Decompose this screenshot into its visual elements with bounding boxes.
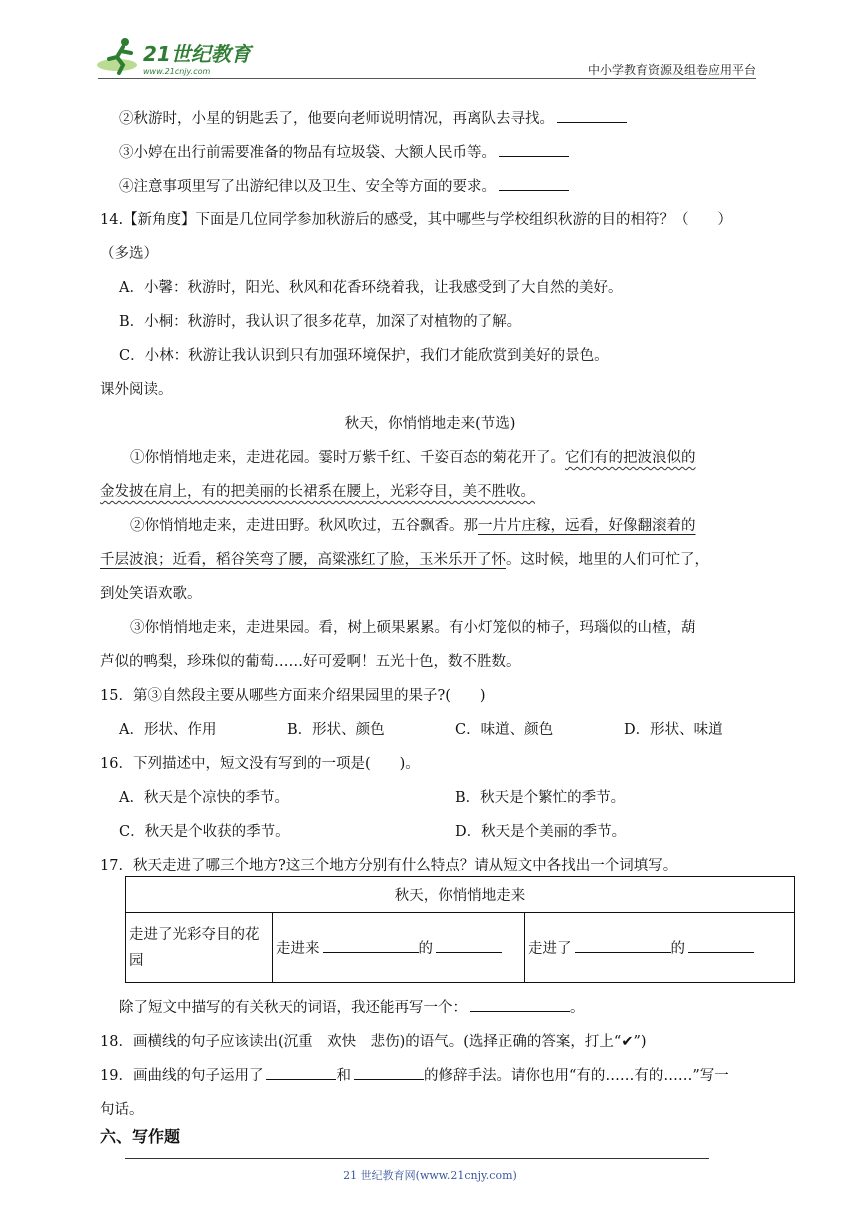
passage-p2-line1: ②你悄悄地走来，走进田野。秋风吹过，五谷飘香。那一片片庄稼，远看，好像翻滚着的 xyxy=(130,518,696,534)
footer-text[interactable]: 21 世纪教育网(www.21cnjy.com) xyxy=(343,1169,517,1182)
q16-stem: 16．下列描述中，短文没有写到的一项是( )。 xyxy=(100,756,420,772)
table-cell-orchard: 走进了 的 xyxy=(525,913,795,983)
passage-p2-line3: 到处笑语欢歌。 xyxy=(100,586,202,602)
q16-option-c[interactable]: C．秋天是个收获的季节。 xyxy=(119,824,290,840)
q14-option-a[interactable]: A．小馨：秋游时，阳光、秋风和花香环绕着我，让我感受到了大自然的美好。 xyxy=(119,280,623,296)
runner-logo-icon xyxy=(95,35,260,80)
q19-stem: 19．画曲线的句子运用了 和 的修辞手法。请你也用“有的……有的……”写一 xyxy=(100,1064,729,1085)
q17-stem: 17．秋天走进了哪三个地方?这三个地方分别有什么特点？请从短文中各找出一个词填写。 xyxy=(100,858,678,874)
table-cell-garden: 走进了光彩夺目的花园 xyxy=(126,913,273,983)
logo-text: 21世纪教育 xyxy=(143,42,251,66)
answer-blank[interactable] xyxy=(323,938,419,953)
q16-option-a[interactable]: A．秋天是个凉快的季节。 xyxy=(119,790,289,806)
table-title: 秋天，你悄悄地走来 xyxy=(126,877,795,913)
header-divider xyxy=(98,78,756,79)
passage-title: 秋天，你悄悄地走来(节选) xyxy=(344,416,516,432)
passage-p3-line1: ③你悄悄地走来，走进果园。看，树上硕果累累。有小灯笼似的柿子，玛瑙似的山楂，葫 xyxy=(130,620,696,636)
q15-option-c[interactable]: C．味道、颜色 xyxy=(455,722,554,738)
underlined-sentence: 千层波浪；近看，稻谷笑弯了腰，高粱涨红了脸，玉米乐开了怀 xyxy=(100,552,506,568)
q14-option-c[interactable]: C．小林：秋游让我认识到只有加强环境保护，我们才能欣赏到美好的景色。 xyxy=(119,348,609,364)
answer-blank[interactable] xyxy=(354,1065,424,1080)
q16-option-d[interactable]: D．秋天是个美丽的季节。 xyxy=(455,824,627,840)
answer-blank[interactable] xyxy=(499,142,569,157)
q15-stem: 15．第③自然段主要从哪些方面来介绍果园里的果子?( ) xyxy=(100,688,486,704)
passage-p2-line2: 千层波浪；近看，稻谷笑弯了腰，高粱涨红了脸，玉米乐开了怀。这时候，地里的人们可忙了， xyxy=(100,552,709,568)
answer-blank[interactable] xyxy=(436,938,502,953)
section-heading: 六、写作题 xyxy=(100,1127,181,1146)
q16-option-b[interactable]: B．秋天是个繁忙的季节。 xyxy=(455,790,626,806)
q15-option-a[interactable]: A．形状、作用 xyxy=(119,722,217,738)
q14-note: （多选） xyxy=(100,246,158,262)
q17-extra: 除了短文中描写的有关秋天的词语，我还能再写一个： 。 xyxy=(119,996,585,1017)
footer-divider xyxy=(125,1158,709,1159)
answer-blank[interactable] xyxy=(575,938,671,953)
answer-blank[interactable] xyxy=(688,938,754,953)
q14-stem: 14.【新角度】下面是几位同学参加秋游后的感受，其中哪些与学校组织秋游的目的相符？（ ） xyxy=(100,212,733,228)
q13-item-4: ④注意事项里写了出游纪律以及卫生、安全等方面的要求。 xyxy=(119,175,569,196)
q13-item-2: ②秋游时，小星的钥匙丢了，他要向老师说明情况，再离队去寻找。 xyxy=(119,107,627,128)
header-platform-text: 中小学教育资源及组卷应用平台 xyxy=(587,63,756,77)
q14-option-b[interactable]: B．小桐：秋游时，我认识了很多花草，加深了对植物的了解。 xyxy=(119,314,522,330)
q18-stem: 18．画横线的句子应该读出(沉重 欢快 悲伤)的语气。(选择正确的答案，打上“✔”) xyxy=(100,1034,647,1050)
wavy-sentence: 它们有的把波浪似的 xyxy=(565,450,696,466)
reading-intro: 课外阅读。 xyxy=(100,382,173,398)
q19-stem-cont: 句话。 xyxy=(100,1102,144,1118)
q15-option-d[interactable]: D．形状、味道 xyxy=(624,722,723,738)
passage-p3-line2: 芦似的鸭梨，珍珠似的葡萄……好可爱啊！五光十色，数不胜数。 xyxy=(100,654,521,670)
site-logo xyxy=(95,35,260,80)
logo-sub-text: www.21cnjy.com xyxy=(143,67,211,76)
underlined-sentence: 一片片庄稼，远看，好像翻滚着的 xyxy=(478,518,696,534)
wavy-sentence: 金发披在肩上，有的把美丽的长裙系在腰上，光彩夺目，美不胜收。 xyxy=(100,484,535,500)
answer-blank[interactable] xyxy=(499,176,569,191)
passage-p1-line1: ①你悄悄地走来，走进花园。霎时万紫千红、千姿百态的菊花开了。它们有的把波浪似的 xyxy=(130,450,696,466)
q15-option-b[interactable]: B．形状、颜色 xyxy=(287,722,385,738)
q17-table xyxy=(125,876,795,983)
answer-blank[interactable] xyxy=(557,108,627,123)
answer-blank[interactable] xyxy=(266,1065,336,1080)
table-cell-field: 走进来 的 xyxy=(273,913,525,983)
answer-blank[interactable] xyxy=(470,997,570,1012)
passage-p1-line2 xyxy=(100,480,535,501)
q13-item-3: ③小婷在出行前需要准备的物品有垃圾袋、大额人民币等。 xyxy=(119,141,569,162)
